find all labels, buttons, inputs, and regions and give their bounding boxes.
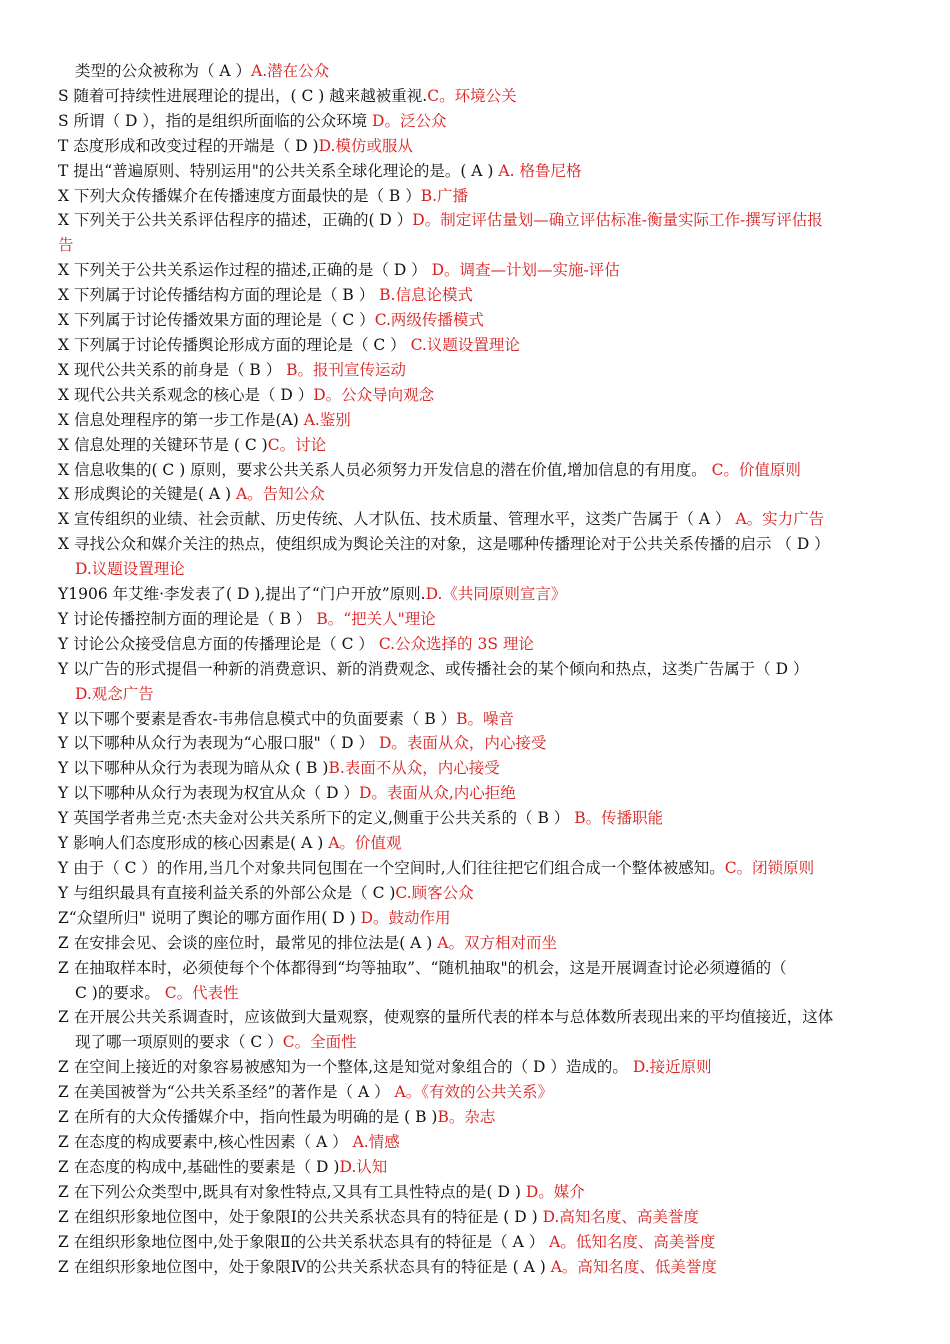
- question-line: [58, 931, 910, 956]
- answer-text: D。制定评估量划—确立评估标准-衡量实际工作-撰写评估报: [412, 211, 823, 230]
- question-text: X 寻找公众和媒介关注的热点，使组织成为舆论关注的对象，这是哪种传播理论对于公共关系传播的启示 （ D ）: [58, 535, 830, 554]
- question-line: [58, 134, 910, 159]
- question-line: [58, 1180, 910, 1205]
- question-line-continuation: [58, 557, 910, 582]
- question-line: [58, 283, 910, 308]
- question-line: [58, 781, 910, 806]
- question-text: Y 讨论传播控制方面的理论是（ B ）: [58, 609, 317, 628]
- question-text: Y 讨论公众接受信息方面的传播理论是（ C ）: [58, 634, 379, 653]
- answer-text: C。价值原则: [711, 460, 801, 479]
- answer-text: C.两级传播模式: [374, 311, 484, 330]
- answer-text: D.观念广告: [75, 684, 154, 703]
- answer-text: D。公众导向观念: [313, 385, 435, 404]
- question-line: [58, 1005, 910, 1030]
- question-line: [58, 1130, 910, 1155]
- answer-text: A.鉴别: [303, 410, 351, 429]
- answer-text: C。环境公关: [427, 86, 517, 105]
- question-text: T 态度形成和改变过程的开端是（ D ): [58, 136, 319, 155]
- question-text: Y 以广告的形式提倡一种新的消费意识、新的消费观念、或传播社会的某个倾向和热点，这类广告属于（ D ）: [58, 659, 809, 678]
- question-line: [58, 208, 910, 233]
- question-line: [58, 707, 910, 732]
- question-line: [58, 756, 910, 781]
- question-line: [58, 1105, 910, 1130]
- answer-text: D。调查—计划—实施-评估: [431, 261, 620, 280]
- question-text: Y 以下哪个要素是香农-韦弗信息模式中的负面要素（ B ）: [58, 709, 457, 728]
- question-text: Z 在开展公共关系调查时，应该做到大量观察，使观察的量所代表的样本与总体数所表现出来的平均值接近，这体: [58, 1008, 834, 1027]
- question-line: [58, 906, 910, 931]
- question-line: [58, 1255, 910, 1280]
- question-line: [58, 1080, 910, 1105]
- question-text: X 下列大众传播媒介在传播速度方面最快的是（ B ）: [58, 186, 421, 205]
- question-text: Y 英国学者弗兰克·杰夫金对公共关系所下的定义,侧重于公共关系的（ B ）: [58, 809, 575, 828]
- question-text: Y 影响人们态度形成的核心因素是( A ): [58, 834, 329, 853]
- question-text: X 信息收集的( C ) 原则，要求公共关系人员必须努力开发信息的潜在价值,增加信息的有用度。: [58, 460, 712, 479]
- question-text: Y 与组织最具有直接利益关系的外部公众是（ C ): [58, 883, 396, 902]
- question-text: Z 在美国被誉为“公共关系圣经”的著作是（ A ）: [58, 1083, 395, 1102]
- question-text: X 下列属于讨论传播结构方面的理论是（ B ）: [58, 286, 380, 305]
- question-line: [58, 1155, 910, 1180]
- answer-text: B。噪音: [456, 709, 515, 728]
- question-text: X 下列属于讨论传播效果方面的理论是（ C ）: [58, 311, 375, 330]
- answer-text: D。泛公众: [372, 111, 447, 130]
- answer-text: C。代表性: [164, 983, 239, 1002]
- question-text: 现了哪一项原则的要求（ C ）: [75, 1033, 283, 1052]
- question-text: X 形成舆论的关键是( A ): [58, 485, 237, 504]
- question-line: [58, 607, 910, 632]
- question-text: X 下列属于讨论传播舆论形成方面的理论是（ C ）: [58, 335, 411, 354]
- question-text: C )的要求。: [75, 983, 165, 1002]
- question-line: [58, 632, 910, 657]
- answer-text: C。全面性: [282, 1033, 357, 1052]
- answer-text: C.公众选择的 3S 理论: [378, 634, 534, 653]
- question-text: Y 由于（ C ）的作用,当几个对象共同包围在一个空间时,人们往往把它们组合成一个整体被感知。: [58, 859, 725, 877]
- answer-text: B。报刊宣传运动: [286, 360, 407, 379]
- question-line: [58, 582, 910, 607]
- answer-text: D.《共同原则宣言》: [425, 585, 567, 604]
- question-line: [58, 482, 910, 507]
- question-text: X 下列关于公共关系评估程序的描述，正确的( D ）: [58, 211, 413, 230]
- question-line: [58, 433, 910, 458]
- question-text: X 现代公共关系的前身是（ B ）: [58, 360, 287, 379]
- answer-text: B.广播: [420, 186, 469, 205]
- question-line-continuation: [58, 1030, 910, 1055]
- answer-text: A。双方相对而坐: [437, 933, 557, 952]
- answer-text: D.高知名度、高美誉度: [542, 1207, 699, 1226]
- answer-text: B。杂志: [437, 1108, 496, 1127]
- question-line: [58, 258, 910, 283]
- answer-text: A。低知名度、高美誉度: [549, 1232, 716, 1251]
- question-line: [58, 184, 910, 209]
- answer-text: A。价值观: [328, 834, 402, 853]
- question-text: Y 以下哪种从众行为表现为“心服口服"（ D ）: [58, 734, 379, 753]
- question-line: [58, 1230, 910, 1255]
- answer-text: 告: [58, 236, 74, 255]
- answer-text: A.情感: [352, 1132, 400, 1151]
- question-text: X 信息处理的关键环节是 ( C ): [58, 435, 268, 454]
- question-line: [58, 59, 910, 84]
- question-line: [58, 308, 910, 333]
- question-text: X 现代公共关系观念的核心是（ D ）: [58, 385, 314, 404]
- question-line: [58, 657, 910, 682]
- question-line-continuation: [58, 981, 910, 1006]
- question-line: [58, 84, 910, 109]
- answer-text: B.表面不从众，内心接受: [328, 759, 500, 778]
- answer-text: C.议题设置理论: [410, 335, 520, 354]
- question-line: [58, 458, 910, 483]
- question-text: Z 在抽取样本时，必须使每个个体都得到“均等抽取”、“随机抽取"的机会，这是开展调查讨论必须遵循的（: [58, 958, 787, 977]
- answer-text: A。实力广告: [735, 510, 825, 529]
- question-line: [58, 1205, 910, 1230]
- answer-text: D.议题设置理论: [75, 560, 185, 579]
- question-line: [58, 831, 910, 856]
- answer-text: D。媒介: [525, 1182, 585, 1201]
- answer-text: C。讨论: [267, 435, 327, 454]
- answer-text: A。《有效的公共关系》: [394, 1083, 553, 1102]
- question-line: [58, 159, 910, 184]
- question-line: [58, 806, 910, 831]
- question-line: [58, 956, 910, 981]
- question-text: S 所谓（ D ），指的是组织所面临的公众环境: [58, 111, 373, 130]
- answer-text: D.模仿或服从: [318, 136, 413, 155]
- question-line: [58, 1055, 910, 1080]
- question-line: [58, 532, 910, 557]
- answer-text: D。表面从众,内心拒绝: [358, 784, 516, 803]
- question-text: Z 在组织形象地位图中，处于象限Ⅳ的公共关系状态具有的特征是 ( A ): [58, 1257, 551, 1276]
- answer-text: D.接近原则: [632, 1058, 712, 1077]
- question-text: X 宣传组织的业绩、社会贡献、历史传统、人才队伍、技术质量、管理水平，这类广告属于（ A ）: [58, 510, 736, 529]
- question-text: Z 在安排会见、会谈的座位时，最常见的排位法是( A ): [58, 933, 438, 952]
- question-text: Z 在空间上接近的对象容易被感知为一个整体,这是知觉对象组合的（ D ）造成的。: [58, 1058, 633, 1077]
- answer-text: C.顾客公众: [395, 883, 474, 902]
- question-line: [58, 408, 910, 433]
- answer-text: B。传播职能: [574, 809, 664, 828]
- question-text: Z 在下列公众类型中,既具有对象性特点,又具有工具性特点的是( D ): [58, 1182, 526, 1201]
- answer-text: B。“把关人"理论: [316, 609, 436, 628]
- question-text: Y 以下哪种从众行为表现为暗从众 ( B ): [58, 759, 329, 778]
- question-text: Z 在态度的构成要素中,核心性因素（ A ）: [58, 1132, 353, 1151]
- answer-text: A. 格鲁尼格: [498, 161, 582, 180]
- question-line: [58, 731, 910, 756]
- question-text: Y 以下哪种从众行为表现为权宜从众（ D ）: [58, 784, 359, 803]
- question-line: [58, 383, 910, 408]
- question-text: S 随着可持续性进展理论的提出，( C ) 越来越被重视.: [58, 86, 428, 105]
- question-text: 类型的公众被称为（ A ）: [75, 62, 252, 80]
- answer-text: A。高知名度、低美誉度: [550, 1257, 717, 1276]
- answer-text: C。闭锁原则: [724, 859, 815, 877]
- question-text: X 信息处理程序的第一步工作是(A): [58, 410, 304, 429]
- question-line: [58, 856, 910, 881]
- question-line: [58, 333, 910, 358]
- question-text: Z 在组织形象地位图中，处于象限Ⅰ的公共关系状态具有的特征是 ( D ): [58, 1207, 543, 1226]
- question-text: Z 在组织形象地位图中,处于象限Ⅱ的公共关系状态具有的特征是（ A ）: [58, 1232, 550, 1251]
- question-text: Z 在态度的构成中,基础性的要素是（ D ): [58, 1157, 340, 1176]
- question-line-continuation: [58, 233, 910, 258]
- answer-text: D。鼓动作用: [360, 908, 451, 927]
- question-line: [58, 109, 910, 134]
- answer-text: A.潜在公众: [251, 62, 330, 80]
- question-text: Y1906 年艾维·李发表了( D ),提出了“门户开放”原则.: [58, 585, 426, 604]
- question-line: [58, 507, 910, 532]
- question-text: Z“众望所归" 说明了舆论的哪方面作用( D ): [58, 908, 361, 927]
- question-line: [58, 358, 910, 383]
- answer-text: A。告知公众: [236, 485, 325, 504]
- answer-text: D。表面从众，内心接受: [378, 734, 547, 753]
- question-line-continuation: [58, 682, 910, 707]
- question-line: [58, 881, 910, 906]
- answer-text: D.认知: [339, 1157, 388, 1176]
- answer-text: B.信息论模式: [379, 286, 473, 305]
- question-text: Z 在所有的大众传播媒介中，指向性最为明确的是 ( B ): [58, 1108, 438, 1127]
- question-text: T 提出“普遍原则、特别运用"的公共关系全球化理论的是。( A ): [58, 161, 499, 180]
- question-text: X 下列关于公共关系运作过程的描述,正确的是（ D ）: [58, 261, 432, 280]
